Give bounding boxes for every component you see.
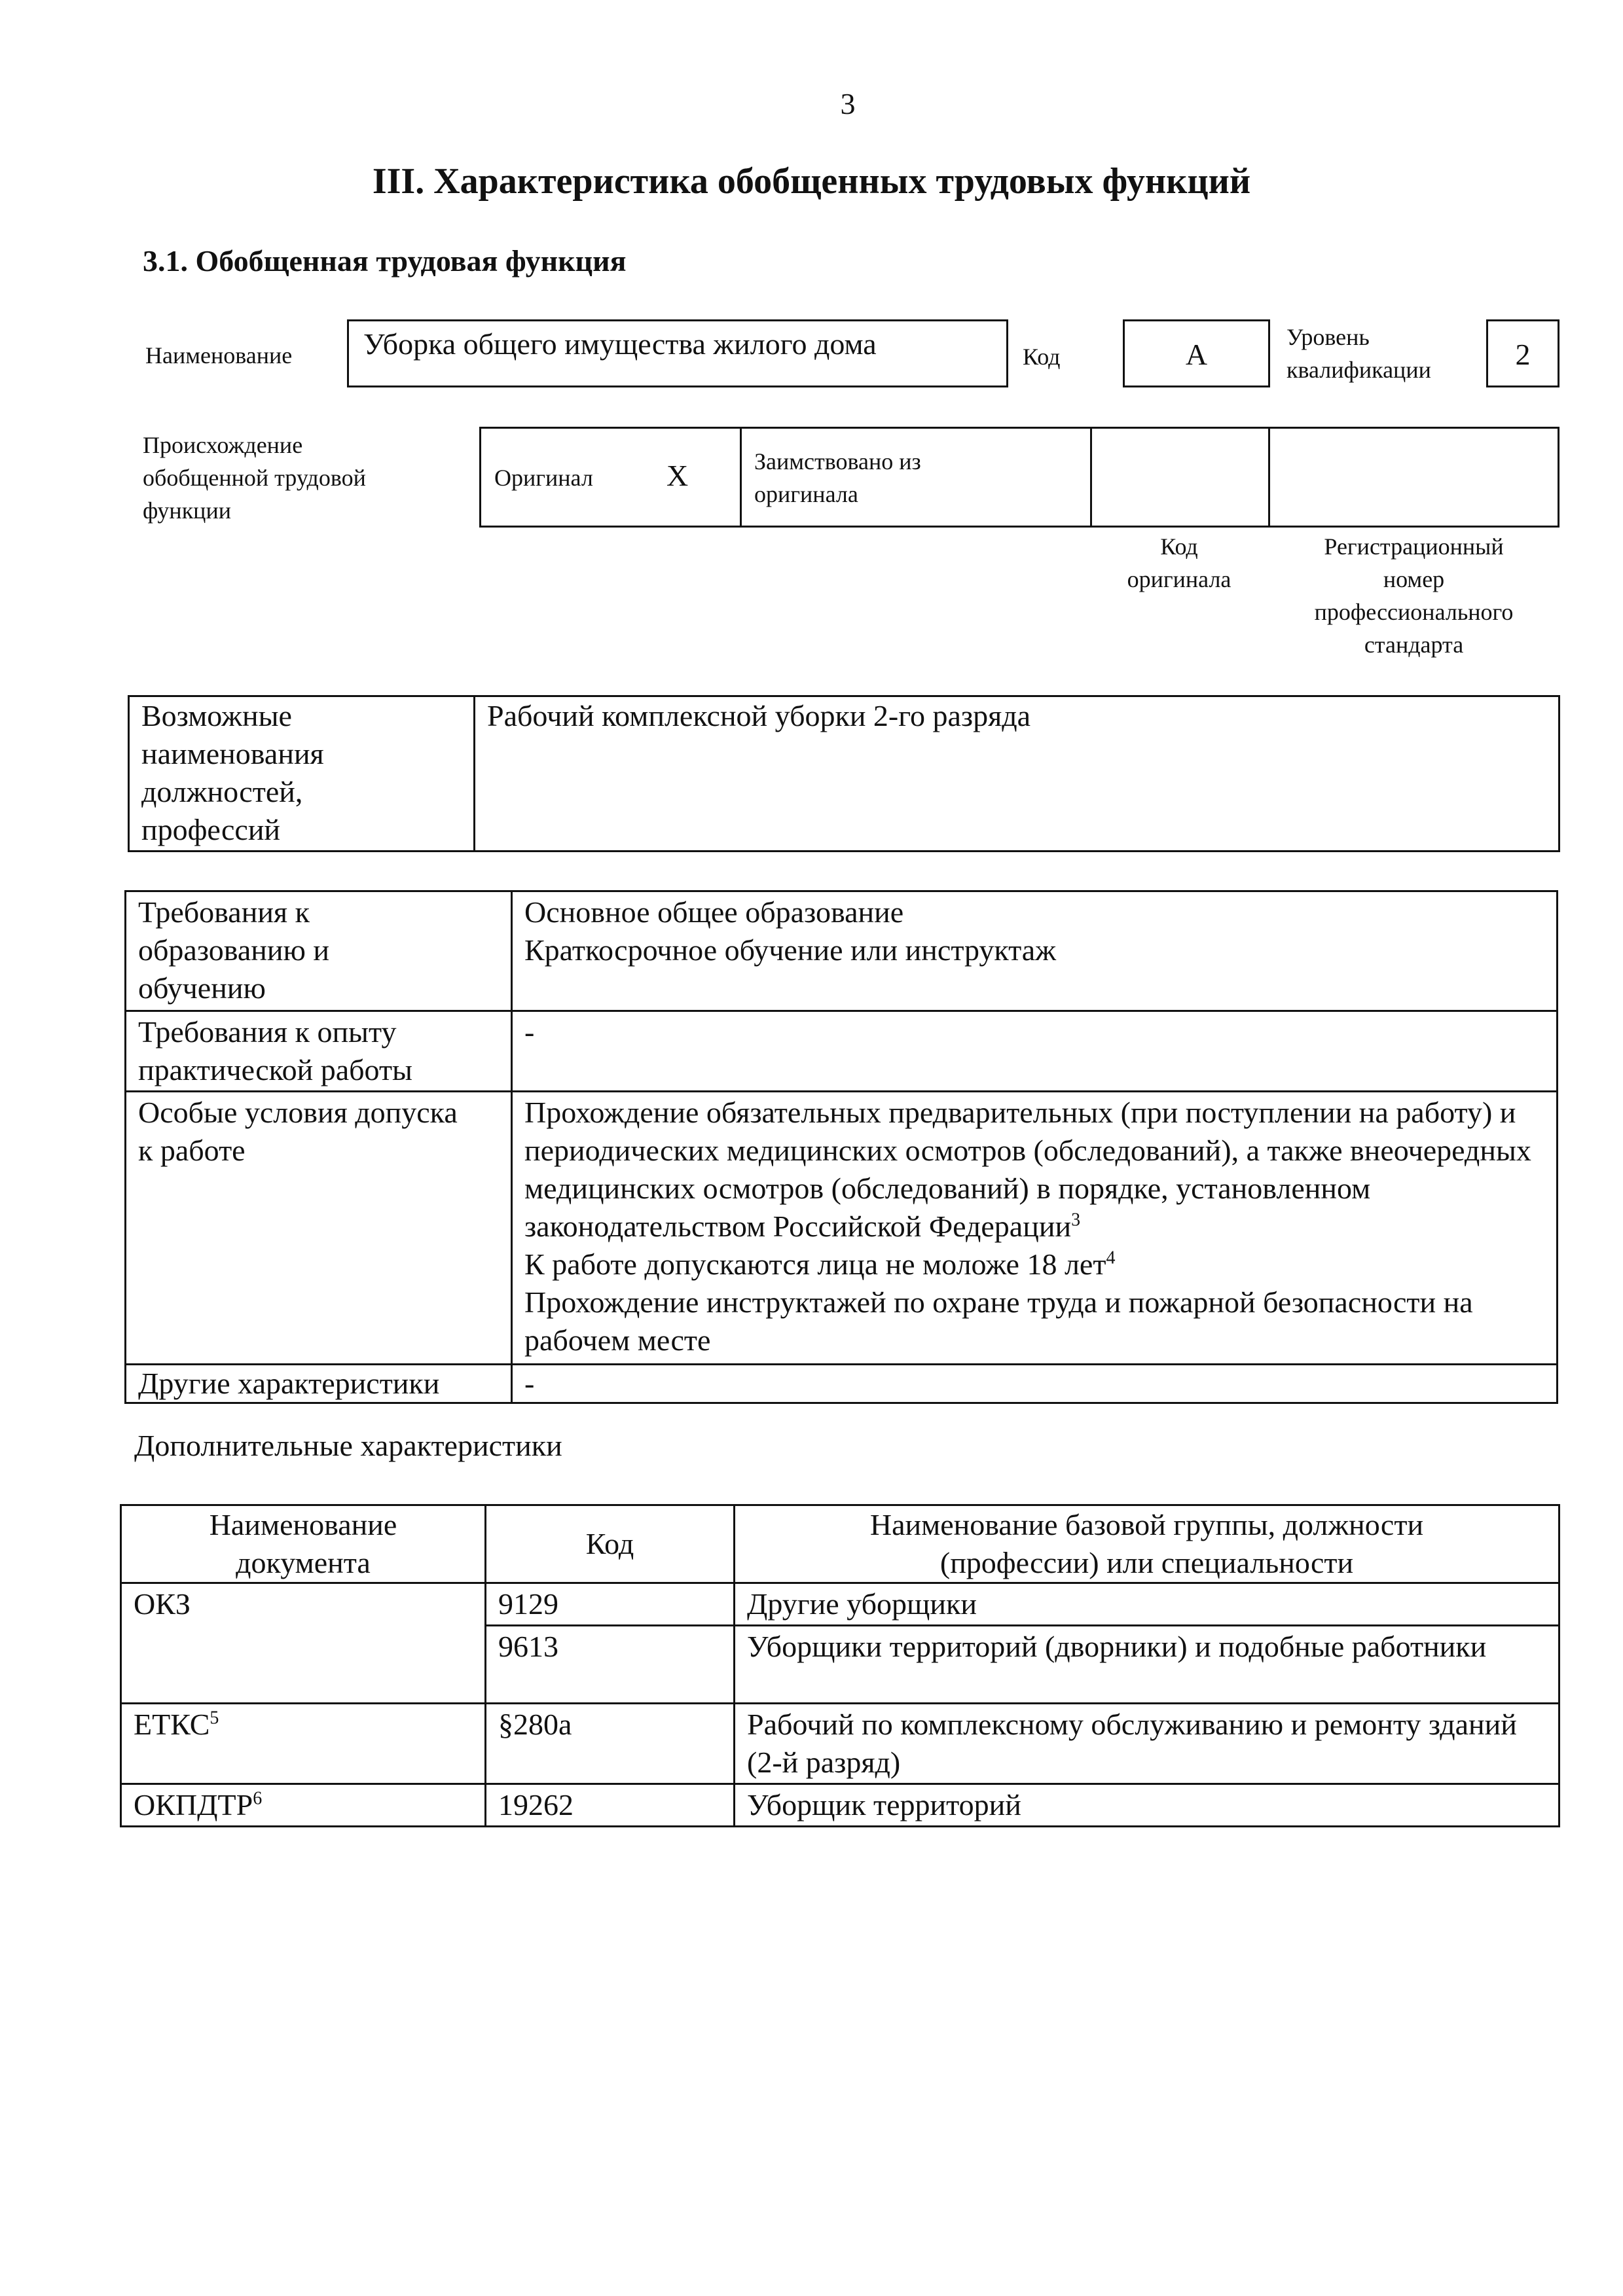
- row-doc: [121, 1784, 486, 1827]
- row-name: Уборщик территорий: [735, 1784, 1559, 1827]
- conditions-value: [512, 1092, 1558, 1365]
- experience-row: [126, 1011, 1558, 1092]
- level-label-line1: Уровень: [1286, 324, 1370, 350]
- row-code: 9613: [486, 1626, 735, 1704]
- level-value: 2: [1515, 338, 1531, 371]
- origin-divider-2: [1090, 429, 1092, 527]
- row-doc-text: ЕТКС: [134, 1708, 210, 1741]
- header-group-name: Наименование базовой группы, должности (профессии) или специальности: [735, 1505, 1559, 1583]
- caption-registration-number: Регистрационный номер профессионального стандарта: [1314, 533, 1514, 658]
- experience-value: -: [512, 1011, 1558, 1092]
- table-row: [121, 1784, 1559, 1827]
- original-label: Оригинал: [494, 465, 593, 491]
- conditions-label: Особые условия допуска к работе: [126, 1092, 512, 1365]
- conditions-line-2: К работе допускаются лица не моложе 18 лет: [524, 1247, 1106, 1281]
- positions-label: Возможные наименования должностей, профессий: [129, 696, 475, 852]
- origin-box: [479, 427, 1559, 528]
- name-label: Наименование: [145, 342, 293, 368]
- row-code: §280а: [486, 1704, 735, 1784]
- requirements-table: [124, 890, 1558, 1404]
- level-label-line2: квалификации: [1286, 357, 1431, 383]
- row-name: Уборщики территорий (дворники) и подобные работники: [735, 1626, 1559, 1704]
- origin-divider-1: [740, 429, 742, 527]
- header-document: Наименование документа: [121, 1505, 486, 1583]
- education-value: Основное общее образование Краткосрочное обучение или инструктаж: [512, 891, 1558, 1011]
- section-title: III. Характеристика обобщенных трудовых функций: [372, 161, 1251, 202]
- code-value: А: [1185, 338, 1208, 371]
- code-label: Код: [1023, 344, 1061, 370]
- table-row: [121, 1583, 1559, 1626]
- positions-row: [129, 696, 1559, 852]
- footnote-4: 4: [1106, 1247, 1116, 1268]
- additional-table: [120, 1504, 1560, 1827]
- conditions-row: [126, 1092, 1558, 1365]
- other-value: -: [512, 1365, 1558, 1403]
- footnote-3: 3: [1071, 1210, 1081, 1230]
- origin-label: Происхождение обобщенной трудовой функции: [143, 432, 366, 524]
- original-mark: X: [666, 459, 689, 492]
- borrowed-label: Заимствовано из оригинала: [754, 448, 921, 507]
- positions-table: [128, 695, 1560, 852]
- additional-title: Дополнительные характеристики: [134, 1429, 562, 1462]
- additional-header-row: [121, 1505, 1559, 1583]
- row-code: 9129: [486, 1583, 735, 1626]
- positions-value: Рабочий комплексной уборки 2-го разряда: [475, 696, 1559, 852]
- row-name: Рабочий по комплексному обслуживанию и ремонту зданий (2-й разряд): [735, 1704, 1559, 1784]
- footnote-6: 6: [253, 1788, 263, 1809]
- page-number: 3: [840, 87, 856, 120]
- caption-code-original: Код оригинала: [1127, 533, 1231, 592]
- conditions-line-3: Прохождение инструктажей по охране труда и пожарной безопасности на рабочем месте: [524, 1285, 1473, 1357]
- header-code: Код: [486, 1505, 735, 1583]
- row-doc: [121, 1704, 486, 1784]
- education-row: [126, 891, 1558, 1011]
- other-row: [126, 1365, 1558, 1403]
- subsection-title: 3.1. Обобщенная трудовая функция: [143, 244, 627, 278]
- footnote-5: 5: [210, 1708, 219, 1729]
- education-label: Требования к образованию и обучению: [126, 891, 512, 1011]
- conditions-line-1: Прохождение обязательных предварительных (при поступлении на работу) и периодических медицинских осмотров (обследований), а также внеочередных медицинских осмотров (обследований) в порядке, установленном законодательством Российской Федерации: [524, 1096, 1531, 1243]
- name-value: Уборка общего имущества жилого дома: [363, 327, 877, 361]
- experience-label: Требования к опыту практической работы: [126, 1011, 512, 1092]
- level-box: [1486, 319, 1559, 387]
- other-label: Другие характеристики: [126, 1365, 512, 1403]
- code-box: [1123, 319, 1270, 387]
- table-row: [121, 1704, 1559, 1784]
- name-box: [347, 319, 1008, 387]
- row-name: Другие уборщики: [735, 1583, 1559, 1626]
- origin-divider-3: [1268, 429, 1270, 527]
- row-doc: ОКЗ: [121, 1583, 486, 1704]
- row-code: 19262: [486, 1784, 735, 1827]
- row-doc-text: ОКПДТР: [134, 1788, 253, 1821]
